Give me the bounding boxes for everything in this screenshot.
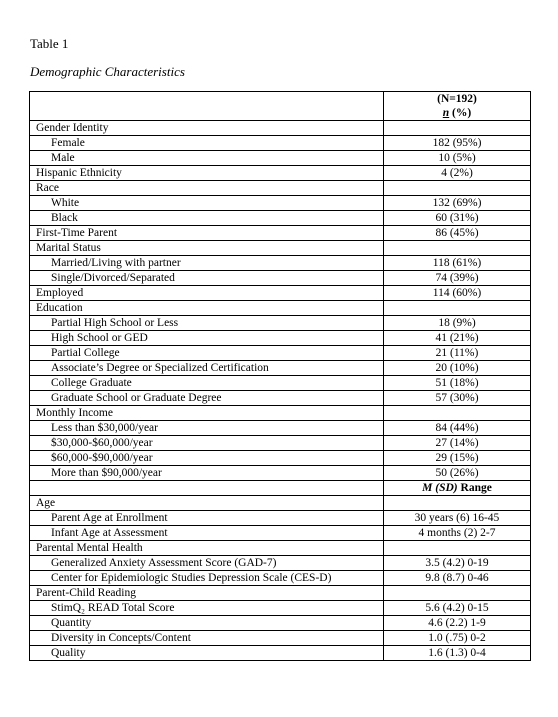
row-value: 20 (10%) xyxy=(384,361,531,376)
row-value: 50 (26%) xyxy=(384,466,531,481)
row-label: Age xyxy=(30,496,384,511)
table-row-first-time-parent xyxy=(30,226,531,241)
row-value xyxy=(384,121,531,136)
table-row-white xyxy=(30,196,531,211)
table-row-associate-s-degree-or-specialized-certification xyxy=(30,361,531,376)
table-row-partial-high-school-or-less xyxy=(30,316,531,331)
row-label: Monthly Income xyxy=(30,406,384,421)
table-row-college-graduate xyxy=(30,376,531,391)
table-row-parent-age-at-enrollment xyxy=(30,511,531,526)
row-label: Quality xyxy=(30,646,384,661)
row-label: Parent-Child Reading xyxy=(30,586,384,601)
row-value: 9.8 (8.7) 0-46 xyxy=(384,571,531,586)
row-value: 114 (60%) xyxy=(384,286,531,301)
row-label: Education xyxy=(30,301,384,316)
row-value: 5.6 (4.2) 0-15 xyxy=(384,601,531,616)
row-label: Parent Age at Enrollment xyxy=(30,511,384,526)
row-value: 86 (45%) xyxy=(384,226,531,241)
subheader-row xyxy=(30,481,531,496)
row-label: Associate’s Degree or Specialized Certification xyxy=(30,361,384,376)
table-row-married-living-with-partner xyxy=(30,256,531,271)
row-value xyxy=(384,586,531,601)
row-value: 3.5 (4.2) 0-19 xyxy=(384,556,531,571)
row-value: 182 (95%) xyxy=(384,136,531,151)
table-row-race xyxy=(30,181,531,196)
row-value xyxy=(384,541,531,556)
table-row-less-than-30-000-year xyxy=(30,421,531,436)
row-label: StimQ₂ READ Total Score xyxy=(30,601,384,616)
demographics-table xyxy=(29,91,531,661)
table-row-partial-college xyxy=(30,346,531,361)
row-value: 51 (18%) xyxy=(384,376,531,391)
row-value: 74 (39%) xyxy=(384,271,531,286)
row-value xyxy=(384,301,531,316)
row-label: Generalized Anxiety Assessment Score (GAD-7) xyxy=(30,556,384,571)
row-value: 84 (44%) xyxy=(384,421,531,436)
row-label: Black xyxy=(30,211,384,226)
row-label: First-Time Parent xyxy=(30,226,384,241)
table-row-employed xyxy=(30,286,531,301)
table-row-marital-status xyxy=(30,241,531,256)
row-value: 29 (15%) xyxy=(384,451,531,466)
header-n-symbol: n xyxy=(442,107,450,119)
table-row-female xyxy=(30,136,531,151)
row-value: 1.6 (1.3) 0-4 xyxy=(384,646,531,661)
table-row-black xyxy=(30,211,531,226)
row-value: 4 (2%) xyxy=(384,166,531,181)
row-label: High School or GED xyxy=(30,331,384,346)
row-value xyxy=(384,496,531,511)
row-label: Partial College xyxy=(30,346,384,361)
row-label: Diversity in Concepts/Content xyxy=(30,631,384,646)
row-value: 57 (30%) xyxy=(384,391,531,406)
table-row-infant-age-at-assessment xyxy=(30,526,531,541)
table-row-parental-mental-health xyxy=(30,541,531,556)
table-row-monthly-income xyxy=(30,406,531,421)
table-row-parent-child-reading xyxy=(30,586,531,601)
table-row-30-000-60-000-year xyxy=(30,436,531,451)
row-value: 132 (69%) xyxy=(384,196,531,211)
row-value: 4.6 (2.2) 1-9 xyxy=(384,616,531,631)
row-label: $30,000-$60,000/year xyxy=(30,436,384,451)
table-row-gender-identity xyxy=(30,121,531,136)
row-label: Gender Identity xyxy=(30,121,384,136)
subheader-msd: M (SD) xyxy=(422,482,458,494)
row-label: White xyxy=(30,196,384,211)
subheader-range: Range xyxy=(457,482,492,494)
table-header-row xyxy=(30,92,531,121)
header-blank-cell xyxy=(30,92,384,121)
row-label: Hispanic Ethnicity xyxy=(30,166,384,181)
row-label: Graduate School or Graduate Degree xyxy=(30,391,384,406)
table-row-graduate-school-or-graduate-degree xyxy=(30,391,531,406)
table-title: Demographic Characteristics xyxy=(30,64,185,79)
row-label: More than $90,000/year xyxy=(30,466,384,481)
row-value: 18 (9%) xyxy=(384,316,531,331)
row-label: Female xyxy=(30,136,384,151)
row-label: $60,000-$90,000/year xyxy=(30,451,384,466)
row-label: College Graduate xyxy=(30,376,384,391)
row-label: Less than $30,000/year xyxy=(30,421,384,436)
table-row-age xyxy=(30,496,531,511)
row-label: Center for Epidemiologic Studies Depression Scale (CES-D) xyxy=(30,571,384,586)
table-number: Table 1 xyxy=(30,36,69,51)
row-value: 4 months (2) 2-7 xyxy=(384,526,531,541)
row-label: Single/Divorced/Separated xyxy=(30,271,384,286)
table-row-high-school-or-ged xyxy=(30,331,531,346)
table-row-60-000-90-000-year xyxy=(30,451,531,466)
table-row-hispanic-ethnicity xyxy=(30,166,531,181)
subheader-blank-cell xyxy=(30,481,384,496)
table-row-single-divorced-separated xyxy=(30,271,531,286)
row-value xyxy=(384,181,531,196)
table-row-center-for-epidemiologic-studies-depression-scale-ces-d xyxy=(30,571,531,586)
row-label: Employed xyxy=(30,286,384,301)
row-value: 27 (14%) xyxy=(384,436,531,451)
row-value: 60 (31%) xyxy=(384,211,531,226)
row-label: Race xyxy=(30,181,384,196)
header-n-pct xyxy=(386,106,528,120)
row-label: Marital Status xyxy=(30,241,384,256)
header-total-cell xyxy=(384,92,531,121)
table-row-quantity xyxy=(30,616,531,631)
row-value xyxy=(384,406,531,421)
header-pct: (%) xyxy=(449,107,472,119)
table-row-more-than-90-000-year xyxy=(30,466,531,481)
row-label: Married/Living with partner xyxy=(30,256,384,271)
row-label: Infant Age at Assessment xyxy=(30,526,384,541)
row-label: Male xyxy=(30,151,384,166)
header-total: (N=192) xyxy=(437,93,477,105)
table-row-diversity-in-concepts-content xyxy=(30,631,531,646)
row-value: 41 (21%) xyxy=(384,331,531,346)
row-label: Parental Mental Health xyxy=(30,541,384,556)
row-value: 21 (11%) xyxy=(384,346,531,361)
table-row-stimq-read-total-score xyxy=(30,601,531,616)
row-label: Quantity xyxy=(30,616,384,631)
table-row-male xyxy=(30,151,531,166)
table-row-quality xyxy=(30,646,531,661)
table-row-education xyxy=(30,301,531,316)
row-value xyxy=(384,241,531,256)
row-value: 10 (5%) xyxy=(384,151,531,166)
row-label: Partial High School or Less xyxy=(30,316,384,331)
row-value: 30 years (6) 16-45 xyxy=(384,511,531,526)
row-value: 118 (61%) xyxy=(384,256,531,271)
row-value: 1.0 (.75) 0-2 xyxy=(384,631,531,646)
table-row-generalized-anxiety-assessment-score-gad-7 xyxy=(30,556,531,571)
subheader-cell xyxy=(384,481,531,496)
